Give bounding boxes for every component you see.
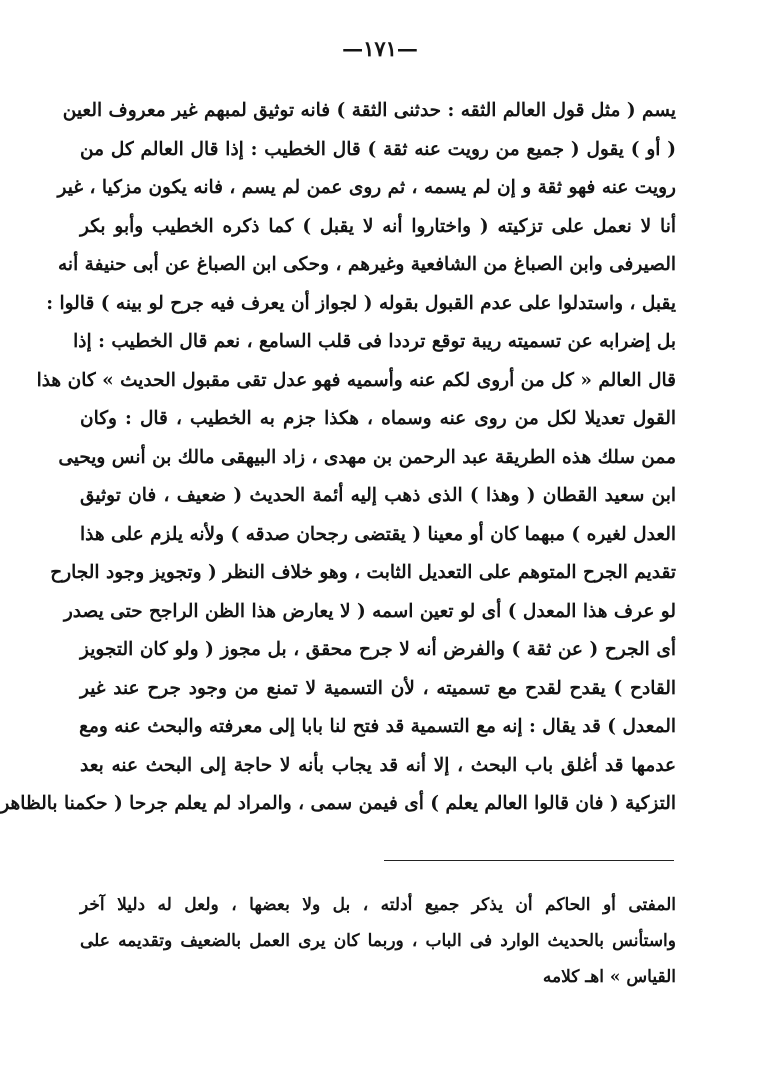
text-line: يقبل ، واستدلوا على عدم القبول بقوله ( لجواز أن يعرف فيه جرح لو بينه ) قالوا : [46,292,676,314]
text-line: يسم ( مثل قول العالم الثقه : حدثنى الثقة ) فانه توثيق لمبهم غير معروف العين [62,100,676,121]
text-line: عدمها قد أغلق باب البحث ، إلا أنه قد يجاب بأنه لا حاجة إلى البحث عنه بعد [80,754,676,776]
text-line: القادح ) يقدح لقدح مع تسميته ، لأن التسمية لا تمنع من وجود جرح عند غير [80,677,676,699]
text-line: تقديم الجرح المتوهم على التعديل الثابت ، وهو خلاف النظر ( وتجويز وجود الجارح [50,562,676,583]
text-line: لو عرف هذا المعدل ) أى لو تعين اسمه ( لا يعارض هذا الظن الراجح حتى يصدر [63,600,676,622]
text-line: الصيرفى وابن الصباغ من الشافعية وغيرهم ، وحكى ابن الصباغ عن أبى حنيفة أنه [58,254,676,275]
page-number: —١٧١— [342,36,418,61]
text-line: قال العالم « كل من أروى لكم عنه وأسميه فهو عدل تقى مقبول الحديث » كان هذا [36,369,676,391]
text-line: القول تعديلا لكل من روى عنه وسماه ، هكذا جزم به الخطيب ، قال : وكان [80,408,676,429]
footnote-line: واستأنس بالحديث الوارد فى الباب ، وربما كان يرى العمل بالضعيف وتقديمه على [80,931,676,951]
text-line: بل إضرابه عن تسميته ريبة توقع ترددا فى قلب السامع ، نعم قال الخطيب : إذا [73,331,676,352]
text-line: العدل لغيره ) مبهما كان أو معينا ( يقتضى رجحان صدقه ) ولأنه يلزم على هذا [80,523,676,545]
text-line: التزكية ( فان قالوا العالم يعلم ) أى فيمن سمى ، والمراد لم يعلم جرحا ( حكمنا بالظاهر [0,793,676,814]
main-text [0,92,676,824]
footnote-line: المفتى أو الحاكم أن يذكر جميع أدلته ، بل ولا بعضها ، ولعل له دليلا آخر [80,895,676,915]
footnote-divider [384,860,674,861]
text-line: ابن سعيد القطان ( وهذا ) الذى ذهب إليه أئمة الحديث ( ضعيف ، فان توثيق [80,485,676,506]
text-line: أى الجرح ( عن ثقة ) والفرض أنه لا جرح محقق ، بل مجوز ( ولو كان التجويز [80,639,676,660]
text-line: ( أو ) يقول ( جميع من رويت عنه ثقة ) قال الخطيب : إذا قال العالم كل من [80,138,676,160]
footnote [80,887,676,995]
footnote-line: القياس » اهـ كلامه [542,967,676,987]
text-line: رويت عنه فهو ثقة و إن لم يسمه ، ثم روى عمن لم يسم ، فانه يكون مزكيا ، غير [57,177,676,198]
text-line: ممن سلك هذه الطريقة عبد الرحمن بن مهدى ، زاد البيهقى مالك بن أنس ويحيى [58,446,676,468]
text-line: أنا لا نعمل على تزكيته ( واختاروا أنه لا يقبل ) كما ذكره الخطيب وأبو بكر [80,215,676,237]
text-line: المعدل ) قد يقال : إنه مع التسمية قد فتح لنا بابا إلى معرفته والبحث عنه ومع [79,716,676,737]
